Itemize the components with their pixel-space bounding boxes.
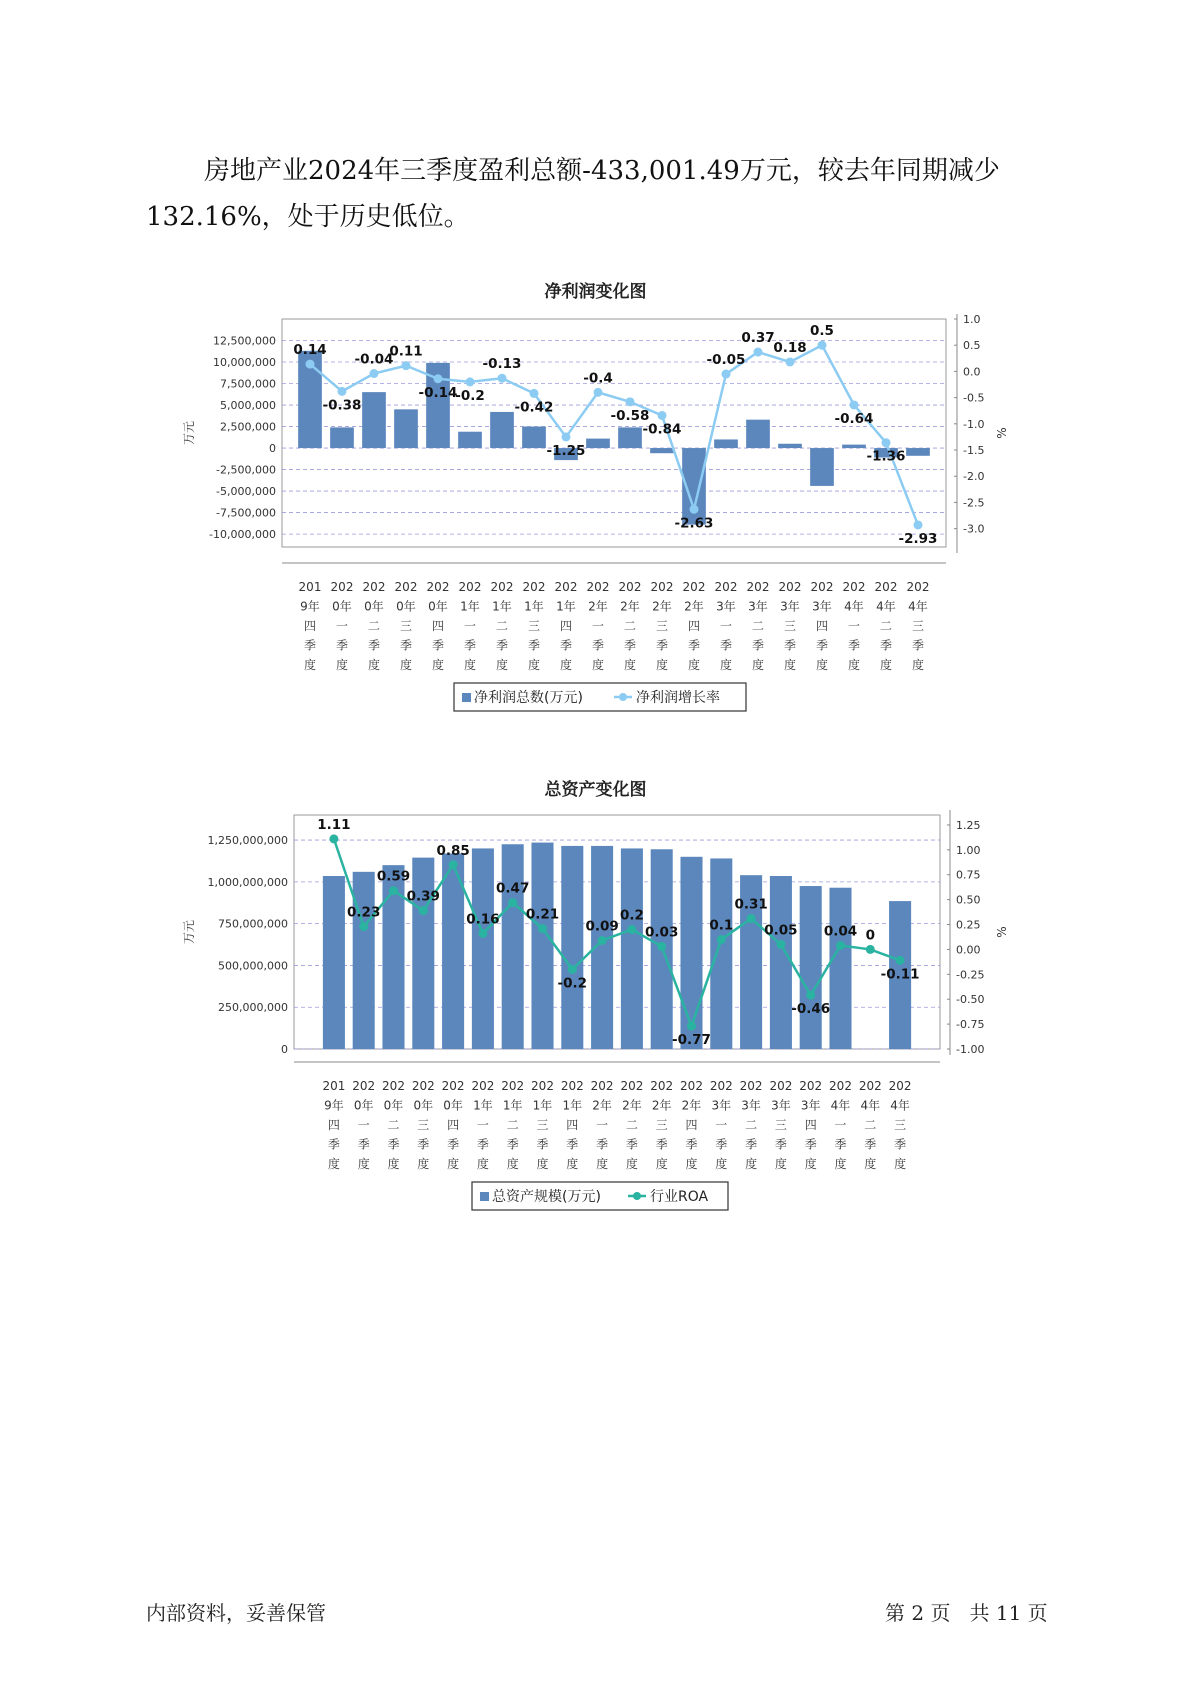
x-tick-label: 201 9年四季度 [298,580,322,672]
y2-tick-label: 0.0 [963,365,981,379]
data-label: 0.37 [741,330,775,347]
x-tick-label: 202 1年三季度 [531,1079,554,1171]
y2-tick-label: -1.00 [956,1043,985,1056]
x-tick-label: 202 2年四季度 [682,580,706,672]
bar [531,843,553,1049]
line-point [466,377,475,386]
x-tick-label: 202 2年二季度 [618,580,642,672]
data-label: -0.05 [706,352,746,369]
bar [586,439,610,448]
bar [800,886,822,1049]
y2-tick-label: 0.50 [956,893,981,907]
line-point [836,941,845,950]
y-tick-label: 5,000,000 [220,399,276,413]
line-point [722,370,731,379]
bar [502,844,524,1049]
line-point [658,411,667,420]
x-tick-label: 202 3年二季度 [746,580,770,672]
x-tick-label: 201 9年四季度 [322,1079,346,1171]
line-point [914,520,923,529]
y-tick-label: -2,500,000 [216,463,276,477]
net-profit-chart-title: 净利润变化图 [544,282,647,302]
data-label: -2.63 [674,515,714,532]
line-point [306,360,315,369]
data-label: 0.2 [619,907,644,924]
legend-line-marker [619,693,627,701]
bar [778,444,802,448]
data-label: -0.04 [354,351,394,368]
bar [621,848,643,1049]
y-tick-label: -5,000,000 [216,485,276,499]
y2-tick-label: -3.0 [963,522,985,536]
y2-tick-label: -0.50 [956,993,985,1007]
x-tick-label: 202 4年三季度 [888,1079,912,1171]
x-tick-label: 202 3年一季度 [709,1079,733,1171]
data-label: -2.93 [898,530,938,547]
y2-tick-label: -0.75 [956,1018,985,1032]
data-label: 0 [865,927,876,944]
data-label: 0.18 [773,339,807,356]
data-label: -0.46 [791,1001,831,1018]
bar [561,846,583,1049]
x-tick-label: 202 3年三季度 [769,1079,793,1171]
legend-line-label: 行业ROA [650,1189,709,1205]
line-point [568,965,577,974]
data-label: 0.39 [406,888,440,905]
bar [710,858,732,1049]
data-label: -0.11 [880,966,920,983]
x-tick-label: 202 3年三季度 [778,580,802,672]
y-axis-title: 万元 [182,420,196,446]
data-label: -0.13 [482,356,522,373]
line-point [530,389,539,398]
x-tick-label: 202 4年一季度 [829,1079,852,1171]
x-tick-label: 202 1年二季度 [490,580,514,672]
summary-paragraph: 房地产业2024年三季度盈利总额-433,001.49万元，较去年同期减少132.16%，处于历史低位。 [146,156,1000,232]
x-tick-label: 202 0年一季度 [352,1079,376,1171]
line-point [329,834,338,843]
x-tick-label: 202 3年四季度 [810,580,834,672]
line-point [717,935,726,944]
x-tick-label: 202 4年二季度 [874,580,898,672]
y2-tick-label: -0.25 [956,968,985,982]
y-tick-label: 1,000,000,000 [207,875,288,889]
line-point [850,400,859,409]
y2-tick-label: -0.5 [963,391,985,405]
data-label: -0.4 [583,370,613,387]
y2-axis-title: % [995,926,1009,938]
y-tick-label: 750,000,000 [218,917,288,931]
data-label: -0.2 [557,975,588,992]
line-point [419,906,428,915]
x-tick-label: 202 4年一季度 [842,580,866,672]
line-point [747,914,756,923]
x-tick-label: 202 1年四季度 [560,1079,584,1171]
legend-line-marker [633,1192,641,1200]
data-label: 0.14 [293,342,327,359]
data-label: -0.64 [834,410,874,427]
data-label: 0.21 [525,906,560,923]
y2-tick-label: -2.5 [963,496,985,510]
y2-tick-label: 1.0 [963,313,981,326]
data-label: 0.03 [645,924,679,941]
data-label: 0.5 [810,323,834,340]
data-label: 0.47 [496,880,530,897]
line-point [434,374,443,383]
bar [810,448,834,486]
bar [353,872,375,1049]
line-point [806,991,815,1000]
bar [906,448,930,456]
y2-tick-label: -2.0 [963,470,985,484]
footer-page-number: 第 2 页 共 11 页 [885,1601,1048,1625]
bar [490,412,514,448]
data-label: -0.2 [455,387,485,404]
y-axis-title: 万元 [182,919,196,945]
x-tick-label: 202 2年一季度 [590,1079,614,1171]
x-tick-label: 202 0年二季度 [362,580,386,672]
data-label: -0.58 [610,407,650,424]
legend-bar-swatch [462,693,471,702]
line-point [882,438,891,447]
x-tick-label: 202 2年一季度 [586,580,610,672]
line-point [626,397,635,406]
y-tick-label: 7,500,000 [220,377,276,391]
x-tick-label: 202 0年四季度 [426,580,450,672]
line-point [449,860,458,869]
bar [829,888,851,1049]
y2-tick-label: 1.00 [956,843,981,857]
bar [394,409,418,448]
y-tick-label: 500,000,000 [218,959,288,973]
line-point [508,898,517,907]
line-point [866,945,875,954]
legend-bar-swatch [480,1192,489,1201]
line-point [776,940,785,949]
x-tick-label: 202 2年三季度 [650,1079,674,1171]
total-assets-chart-title: 总资产变化图 [544,780,647,800]
legend-bar-label: 净利润总数(万元) [474,690,583,706]
x-tick-label: 202 4年三季度 [906,580,930,672]
bar [323,876,345,1049]
x-tick-label: 202 1年三季度 [522,580,546,672]
line-point [370,369,379,378]
data-label: 0.16 [466,911,500,928]
line-point [359,922,368,931]
y-tick-label: 2,500,000 [220,420,276,434]
x-tick-label: 202 1年一季度 [471,1079,495,1171]
data-label: 0.05 [764,922,798,939]
data-label: -0.38 [322,397,362,414]
bar [714,439,738,448]
bar [618,427,642,448]
data-label: 0.04 [823,923,858,940]
y2-tick-label: 0.00 [956,943,981,957]
line-point [402,361,411,370]
data-label: -0.84 [642,421,682,438]
x-tick-label: 202 0年二季度 [382,1079,405,1171]
line-point [538,924,547,933]
line-point [627,925,636,934]
data-label: 1.11 [317,816,351,833]
x-tick-label: 202 3年一季度 [714,580,738,672]
data-label: -0.14 [418,384,458,401]
x-tick-label: 202 1年四季度 [554,580,578,672]
line-point [598,936,607,945]
y2-tick-label: -1.5 [963,444,985,458]
bar [458,432,482,448]
data-label: -0.77 [672,1032,711,1049]
bar [412,858,434,1049]
line-point [478,929,487,938]
x-tick-label: 202 4年二季度 [858,1079,882,1171]
y-tick-label: 10,000,000 [213,356,276,370]
bar [472,848,494,1049]
bar [650,448,674,453]
data-label: 0.59 [376,868,411,885]
line-point [657,942,666,951]
x-tick-label: 202 0年四季度 [441,1079,465,1171]
y-tick-label: 0 [269,442,276,456]
y-tick-label: 1,250,000,000 [207,834,288,848]
data-label: 0.31 [734,896,768,913]
y2-tick-label: -1.0 [963,417,985,431]
x-tick-label: 202 3年二季度 [739,1079,763,1171]
y-tick-label: 250,000,000 [218,1001,288,1015]
y-tick-label: 0 [281,1043,288,1056]
x-tick-label: 202 1年二季度 [501,1079,525,1171]
data-label: 0.09 [585,918,619,935]
y-tick-label: -7,500,000 [216,506,276,520]
y2-tick-label: 0.25 [956,918,981,932]
x-tick-label: 202 0年一季度 [330,580,354,672]
bar [522,427,546,449]
line-point [896,956,905,965]
x-tick-label: 202 0年三季度 [394,580,418,672]
data-label: -0.42 [514,399,554,416]
net-profit-chart [0,300,1191,740]
y-tick-label: 12,500,000 [213,334,276,348]
x-tick-label: 202 3年四季度 [799,1079,823,1171]
y-tick-label: -10,000,000 [209,528,276,542]
bar [362,392,386,448]
data-label: -1.36 [866,448,906,465]
line-point [690,505,699,514]
x-tick-label: 202 1年一季度 [458,580,482,672]
y2-tick-label: 0.75 [956,868,981,882]
x-tick-label: 202 2年四季度 [680,1079,703,1171]
line-point [687,1022,696,1031]
footer-confidential-note: 内部资料，妥善保管 [146,1601,326,1625]
line-point [754,348,763,357]
line-point [818,341,827,350]
bar [842,445,866,448]
legend-line-label: 净利润增长率 [636,690,720,706]
data-label: 0.85 [436,842,470,859]
x-tick-label: 202 2年二季度 [620,1079,644,1171]
line-point [338,387,347,396]
line-point [562,432,571,441]
data-label: 0.1 [709,917,734,934]
line-point [594,388,603,397]
y2-tick-label: 0.5 [963,339,981,353]
x-tick-label: 202 2年三季度 [650,580,674,672]
line-point [786,357,795,366]
bar [770,876,792,1049]
data-label: 0.23 [347,904,381,921]
data-label: 0.11 [389,343,423,360]
x-tick-label: 202 0年三季度 [411,1079,435,1171]
bar [330,427,354,448]
bar [680,857,702,1049]
total-assets-chart [0,800,1191,1240]
y2-axis-title: % [995,427,1009,439]
line-point [389,886,398,895]
legend-bar-label: 总资产规模(万元) [492,1189,601,1205]
data-label: -1.25 [546,442,586,459]
y2-tick-label: 1.25 [956,818,981,832]
line-point [498,374,507,383]
bar [746,420,770,448]
